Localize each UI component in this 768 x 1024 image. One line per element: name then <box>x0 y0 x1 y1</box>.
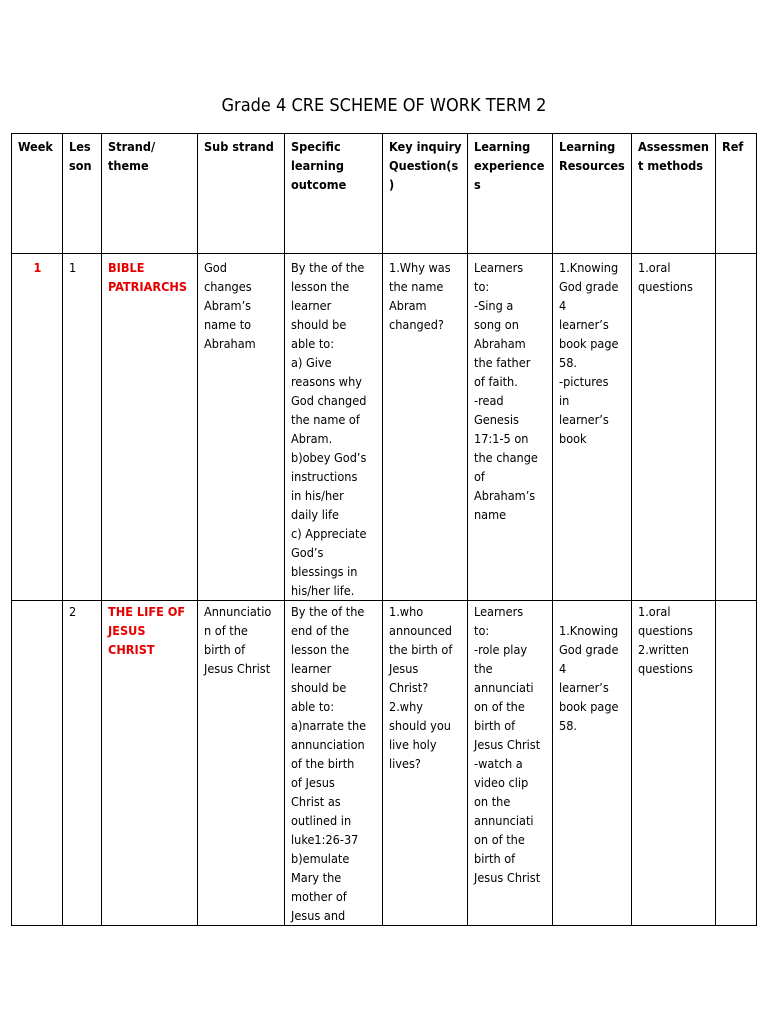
inquiry-cell: 1.who announced the birth of Jesus Christ? 2.why should you live holy lives? <box>383 601 468 926</box>
header-sub-strand: Sub strand <box>198 134 285 254</box>
resources-cell: 1.Knowing God grade 4 learner’s book page 58. <box>553 601 632 926</box>
header-lesson: Les son <box>63 134 102 254</box>
resources-cell: 1.Knowing God grade 4 learner’s book page 58. -pictures in learner’s book <box>553 254 632 601</box>
lesson-cell: 2 <box>63 601 102 926</box>
scheme-of-work-table <box>11 133 757 926</box>
strand-cell: THE LIFE OF JESUS CHRIST <box>102 601 198 926</box>
header-assessment: Assessmen t methods <box>632 134 716 254</box>
header-inquiry: Key inquiry Question(s ) <box>383 134 468 254</box>
strand-cell: BIBLE PATRIARCHS <box>102 254 198 601</box>
inquiry-cell: 1.Why was the name Abram changed? <box>383 254 468 601</box>
header-experiences: Learning experience s <box>468 134 553 254</box>
header-resources: Learning Resources <box>553 134 632 254</box>
sub-strand-cell: Annunciatio n of the birth of Jesus Christ <box>198 601 285 926</box>
sub-strand-cell: God changes Abram’s name to Abraham <box>198 254 285 601</box>
header-ref: Ref <box>716 134 757 254</box>
outcome-cell: By the of the end of the lesson the learner should be able to: a)narrate the annunciation of the birth of Jesus Christ as outlined in luke1:26-37 b)emulate Mary the mother of Jesus and <box>285 601 383 926</box>
header-row <box>12 134 757 254</box>
table-row <box>12 601 757 926</box>
header-outcome: Specific learning outcome <box>285 134 383 254</box>
ref-cell <box>716 254 757 601</box>
table-row <box>12 254 757 601</box>
outcome-cell: By the of the lesson the learner should be able to: a) Give reasons why God changed the name of Abram. b)obey God’s instructions in his/her daily life c) Appreciate God’s blessings in his/her life. <box>285 254 383 601</box>
experiences-cell: Learners to: -role play the annunciati on of the birth of Jesus Christ -watch a video clip on the annunciati on of the birth of Jesus Christ <box>468 601 553 926</box>
assessment-cell: 1.oral questions <box>632 254 716 601</box>
experiences-cell: Learners to: -Sing a song on Abraham the father of faith. -read Genesis 17:1-5 on the change of Abraham’s name <box>468 254 553 601</box>
ref-cell <box>716 601 757 926</box>
header-strand: Strand/ theme <box>102 134 198 254</box>
page-title: Grade 4 CRE SCHEME OF WORK TERM 2 <box>221 95 547 116</box>
header-week: Week <box>12 134 63 254</box>
assessment-cell: 1.oral questions 2.written questions <box>632 601 716 926</box>
lesson-cell: 1 <box>63 254 102 601</box>
week-cell <box>12 601 63 926</box>
week-cell: 1 <box>12 254 63 601</box>
